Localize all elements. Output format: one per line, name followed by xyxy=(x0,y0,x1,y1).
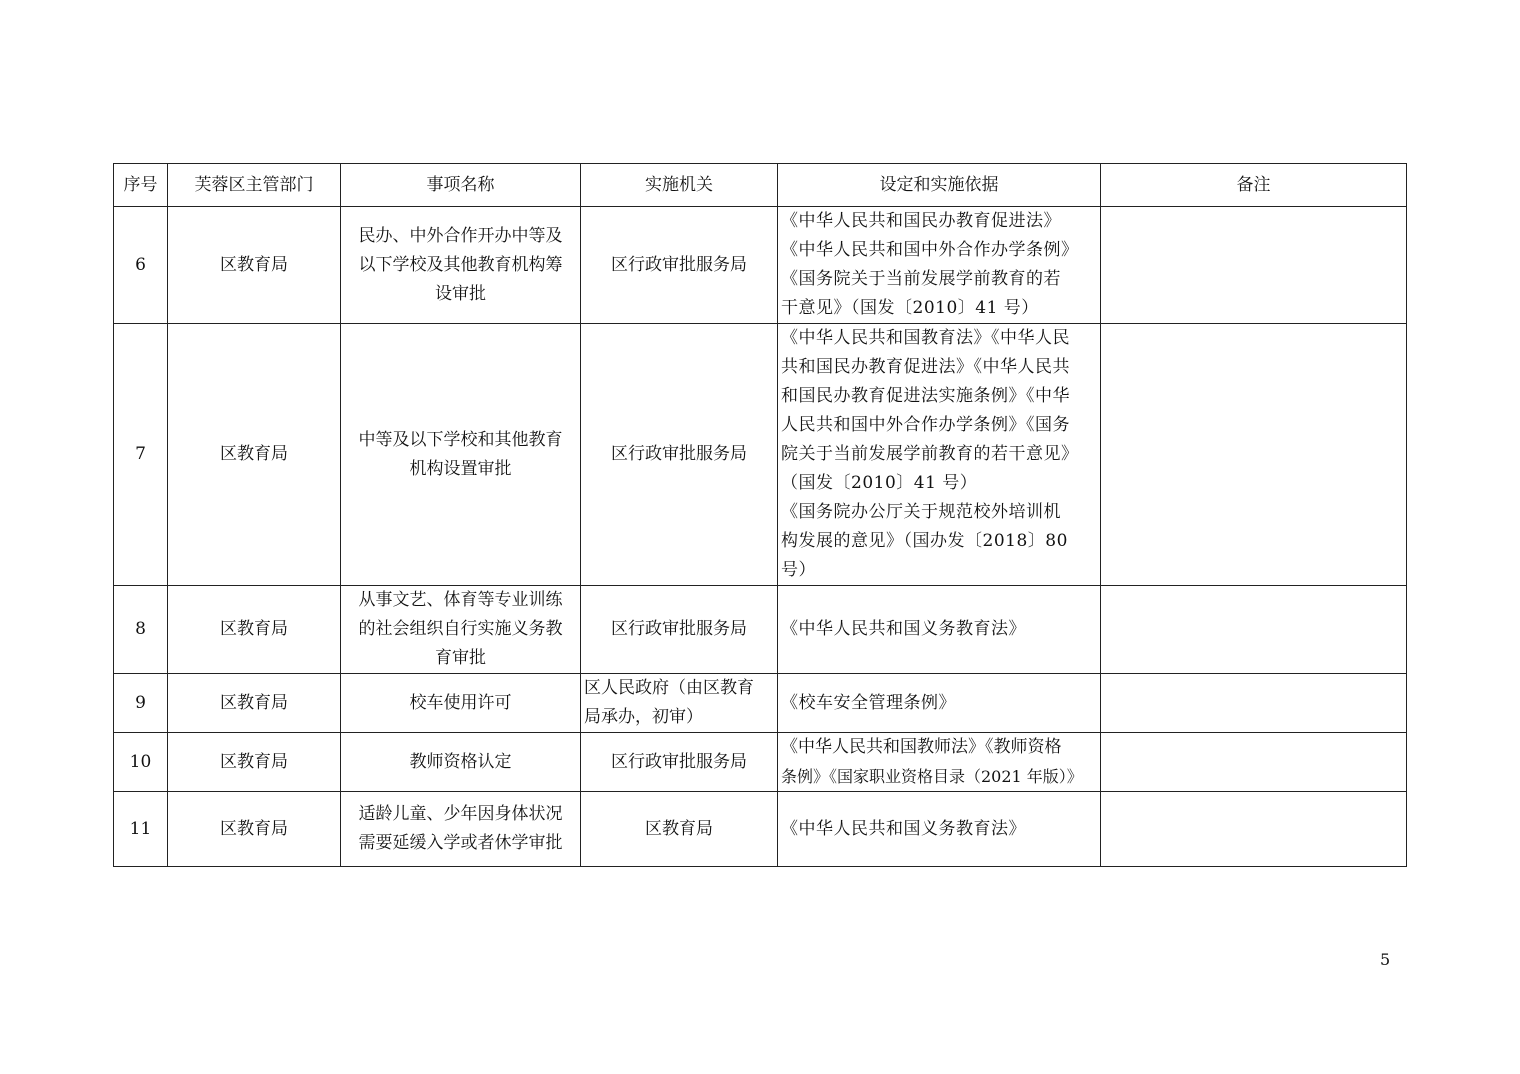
cell-basis xyxy=(778,324,1101,586)
basis-line: 《中华人民共和国教育法》《中华人民 xyxy=(781,328,1070,348)
cell-serial: 6 xyxy=(114,207,168,324)
cell-serial: 8 xyxy=(114,586,168,674)
basis-line: 人民共和国中外合作办学条例》《国务 xyxy=(781,415,1070,435)
basis-line: 《中华人民共和国中外合作办学条例》 xyxy=(781,240,1079,260)
cell-department: 区教育局 xyxy=(168,207,341,324)
cell-department: 区教育局 xyxy=(168,586,341,674)
cell-agency xyxy=(581,324,778,586)
cell-agency xyxy=(581,733,778,792)
table-row xyxy=(114,792,1407,867)
table-row xyxy=(114,324,1407,586)
cell-remark xyxy=(1101,792,1407,867)
table-row xyxy=(114,733,1407,792)
item-line: 教师资格认定 xyxy=(409,751,512,772)
cell-basis xyxy=(778,674,1101,733)
agency-line: 区行政审批服务局 xyxy=(611,254,747,275)
item-line: 的社会组织自行实施义务教 xyxy=(358,619,563,639)
table-row xyxy=(114,586,1407,674)
agency-line: 局承办，初审） xyxy=(584,707,703,727)
item-line: 以下学校及其他教育机构筹 xyxy=(358,254,563,275)
cell-remark xyxy=(1101,324,1407,586)
cell-item-name xyxy=(341,733,581,792)
cell-remark xyxy=(1101,586,1407,674)
basis-line: 《中华人民共和国教师法》《教师资格 xyxy=(781,737,1062,757)
header-department: 芙蓉区主管部门 xyxy=(168,164,341,207)
agency-line: 区教育局 xyxy=(645,818,713,839)
basis-line: 号） xyxy=(781,560,816,580)
header-serial: 序号 xyxy=(114,164,168,207)
cell-agency xyxy=(581,792,778,867)
item-line: 机构设置审批 xyxy=(409,458,512,479)
table-row xyxy=(114,207,1407,324)
cell-basis xyxy=(778,792,1101,867)
cell-item-name xyxy=(341,792,581,867)
cell-item-name xyxy=(341,586,581,674)
basis-line: （国发〔2010〕41 号） xyxy=(781,473,978,493)
cell-department: 区教育局 xyxy=(168,792,341,867)
cell-agency xyxy=(581,674,778,733)
cell-department: 区教育局 xyxy=(168,733,341,792)
item-line: 从事文艺、体育等专业训练 xyxy=(358,590,563,610)
agency-line: 区行政审批服务局 xyxy=(611,444,747,464)
cell-basis xyxy=(778,586,1101,674)
basis-line: 《校车安全管理条例》 xyxy=(781,692,956,713)
approval-items-table xyxy=(113,163,1407,867)
basis-line: 《中华人民共和国民办教育促进法》 xyxy=(781,211,1061,231)
cell-serial: 9 xyxy=(114,674,168,733)
header-basis: 设定和实施依据 xyxy=(778,164,1101,207)
table-header-row xyxy=(114,164,1407,207)
basis-line: 《中华人民共和国义务教育法》 xyxy=(781,818,1026,839)
basis-line: 共和国民办教育促进法》《中华人民共 xyxy=(781,357,1070,377)
cell-serial: 11 xyxy=(114,792,168,867)
agency-line: 区人民政府（由区教育 xyxy=(584,678,754,698)
cell-item-name xyxy=(341,207,581,324)
item-line: 中等及以下学校和其他教育 xyxy=(358,429,563,450)
cell-basis xyxy=(778,207,1101,324)
basis-line: 《中华人民共和国义务教育法》 xyxy=(781,619,1026,639)
basis-line: 条例》《国家职业资格目录（2021 年版）》 xyxy=(781,767,1083,786)
cell-department: 区教育局 xyxy=(168,324,341,586)
item-line: 适龄儿童、少年因身体状况 xyxy=(358,804,563,824)
cell-agency xyxy=(581,586,778,674)
cell-remark xyxy=(1101,207,1407,324)
cell-item-name xyxy=(341,324,581,586)
cell-remark xyxy=(1101,674,1407,733)
cell-serial: 10 xyxy=(114,733,168,792)
page-number: 5 xyxy=(1380,950,1391,969)
cell-agency xyxy=(581,207,778,324)
item-line: 民办、中外合作开办中等及 xyxy=(358,225,563,246)
table-row xyxy=(114,674,1407,733)
cell-serial: 7 xyxy=(114,324,168,586)
header-agency: 实施机关 xyxy=(581,164,778,207)
basis-line: 院关于当前发展学前教育的若干意见》 xyxy=(781,444,1079,464)
header-item-name: 事项名称 xyxy=(341,164,581,207)
item-line: 育审批 xyxy=(435,648,486,668)
item-line: 校车使用许可 xyxy=(409,692,512,713)
cell-basis xyxy=(778,733,1101,792)
agency-line: 区行政审批服务局 xyxy=(611,619,747,639)
agency-line: 区行政审批服务局 xyxy=(611,751,747,772)
basis-line: 《国务院关于当前发展学前教育的若 xyxy=(781,269,1061,289)
basis-line: 构发展的意见》（国办发〔2018〕80 xyxy=(781,531,1068,551)
cell-remark xyxy=(1101,733,1407,792)
header-remark: 备注 xyxy=(1101,164,1407,207)
basis-line: 干意见》（国发〔2010〕41 号） xyxy=(781,298,1039,318)
basis-line: 和国民办教育促进法实施条例》《中华 xyxy=(781,386,1070,406)
item-line: 需要延缓入学或者休学审批 xyxy=(358,833,563,853)
cell-item-name xyxy=(341,674,581,733)
cell-department: 区教育局 xyxy=(168,674,341,733)
basis-line: 《国务院办公厅关于规范校外培训机 xyxy=(781,502,1061,522)
item-line: 设审批 xyxy=(435,283,486,304)
